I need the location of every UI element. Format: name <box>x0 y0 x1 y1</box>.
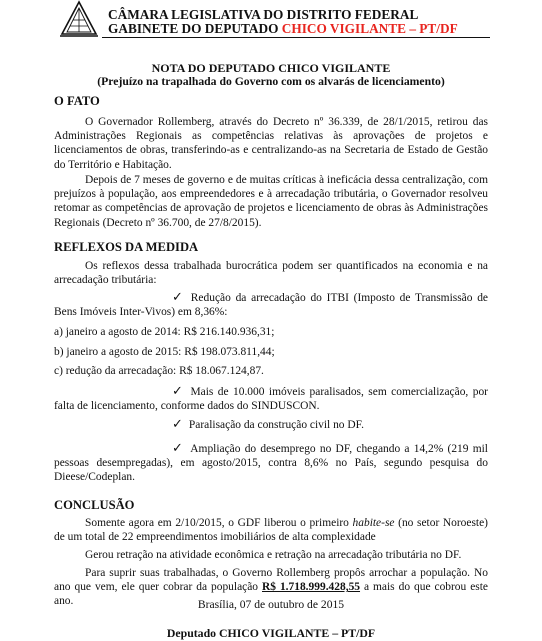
signature-name: CHICO VIGILANTE – PT/DF <box>219 626 376 640</box>
list-item-desemprego <box>54 442 488 485</box>
check-icon: ✓ <box>172 384 185 399</box>
list-item-desemprego-text: Ampliação do desemprego no DF, chegando a 14,2% (219 mil pessoas desempregadas), em agosto/2015, contra 8,6% no País, segundo pesquisa do Dieese/Codeplan. <box>54 443 488 484</box>
conclusao-p1-italic: habite-se <box>352 517 395 529</box>
check-icon: ✓ <box>172 441 185 456</box>
list-item-itbi <box>54 291 488 319</box>
reflexos-paragraph: Os reflexos dessa trabalhada burocrática podem ser quantificados na economia e na arrecadação tributária: <box>54 260 488 287</box>
date-line: Brasília, 07 de outubro de 2015 <box>197 598 345 611</box>
header-office-name: CHICO VIGILANTE – PT/DF <box>281 21 458 36</box>
fato-paragraph-1: O Governador Rollemberg, através do Decreto nº 36.339, de 28/1/2015, retirou das Administrações Regionais as competências relativas às aprovações de projetos e licenciamentos de obras, transferindo-as e centralizando-as na Secretaria de Estado de Gestão do Território e Habitação. <box>54 116 488 171</box>
conclusao-p1-end: (no setor Noroeste) de um total de 22 empreendimentos imobiliários de alta complexidade <box>54 517 488 544</box>
list-item-imoveis-text: Mais de 10.000 imóveis paralisados, sem comercialização, por falta de licenciamento, conforme dados do SINDUSCON. <box>54 386 488 413</box>
section-title-fato: O FATO <box>54 94 100 108</box>
section-title-conclusao: CONCLUSÃO <box>54 498 135 512</box>
itbi-line-b: b) janeiro a agosto de 2015: R$ 198.073.811,44; <box>54 346 275 358</box>
conclusao-paragraph-2: Gerou retração na atividade econômica e retração na arrecadação tributária no DF. <box>85 549 462 561</box>
note-title: NOTA DO DEPUTADO CHICO VIGILANTE <box>151 61 391 75</box>
itbi-line-a: a) janeiro a agosto de 2014: R$ 216.140.936,31; <box>54 326 275 338</box>
list-item-construcao-text: Paralisação da construção civil no DF. <box>188 419 364 431</box>
itbi-line-c: c) redução da arrecadação: R$ 18.067.124,87. <box>54 365 264 377</box>
signature-line <box>54 626 488 641</box>
list-item-itbi-text: Redução da arrecadação do ITBI (Imposto de Transmissão de Bens Imóveis Inter-Vivos) em 8,36%: <box>54 292 488 319</box>
signature-prefix: Deputado <box>166 626 219 640</box>
chamber-building-logo <box>58 0 100 38</box>
section-title-reflexos: REFLEXOS DA MEDIDA <box>54 240 199 254</box>
note-subtitle: (Prejuízo na trapalhada do Governo com os alvarás de licenciamento) <box>97 75 445 88</box>
header-org: CÂMARA LEGISLATIVA DO DISTRITO FEDERAL <box>108 7 419 22</box>
list-item-imoveis <box>54 385 488 413</box>
list-item-construcao <box>54 418 488 432</box>
conclusao-p3-start: Para suprir suas trabalhadas, o Governo Rollemberg propôs arrochar a população. No ano que vem, ele quer cobrar da população <box>54 567 488 594</box>
conclusao-p3-amount: R$ 1.718.999.428,55 <box>262 581 361 594</box>
conclusao-p1-start: Somente agora em 2/10/2015, o GDF liberou o primeiro <box>85 517 353 529</box>
fato-paragraph-2: Depois de 7 meses de governo e de muitas críticas à ineficácia dessa centralização, com prejuízos à população, aos empreendedores e à arrecadação tributária, o Governador resolveu retomar as competências de aprovação de projetos e licenciamento de obras às Administrações Regionais (Decreto nº 36.700, de 27/8/2015). <box>54 174 488 229</box>
check-icon: ✓ <box>172 290 185 305</box>
header-divider <box>102 37 490 38</box>
check-icon: ✓ <box>172 417 183 432</box>
header-office-prefix: GABINETE DO DEPUTADO <box>108 21 282 36</box>
header-office <box>108 21 458 37</box>
conclusao-p3-end: a mais do que cobrou este ano. <box>54 581 488 608</box>
conclusao-paragraph-1 <box>54 516 488 544</box>
